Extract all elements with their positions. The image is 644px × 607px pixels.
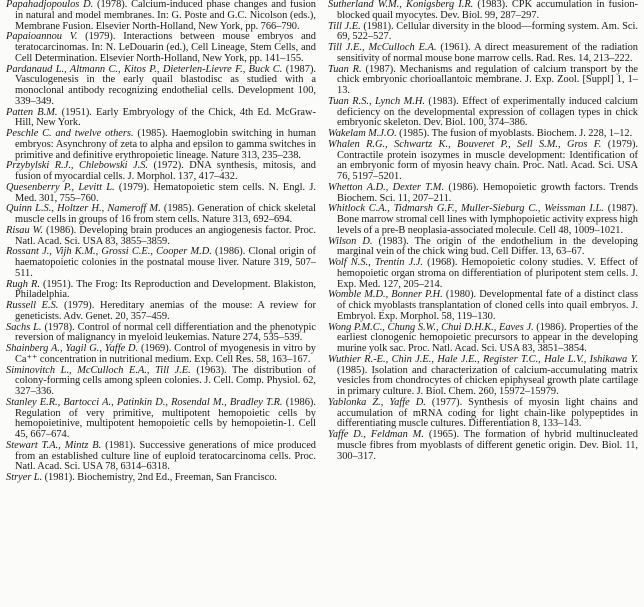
reference-entry xyxy=(6,344,316,366)
reference-details: (1985). Isolation and characterization of calcium-accumulating matrix vesicles from chondrocytes of chicken epiphyseal growth plate cartilage in primary culture. J. Biol. Chem. 260, 15972–15979. xyxy=(337,364,638,397)
reference-details: (1987). Bone marrow stromal cell lines with lymphopoietic activity express high levels of a pre-B neoplasia-associated molecule. Cell 48, 1009–1021. xyxy=(337,203,638,236)
reference-details: (1979). Hematopoietic stem cells. N. Engl. J. Med. 301, 755–760. xyxy=(15,181,316,204)
reference-details: (1985). Haemoglobin switching in human embryos: Asynchrony of zeta to alpha and epsilon to gamma switches in primitive and definitive erythropoietic lineage. Nature 313, 235–238. xyxy=(15,128,316,161)
reference-entry xyxy=(6,301,316,323)
reference-entry xyxy=(328,430,638,462)
reference-details: (1985). Generation of chick skeletal muscle cells in groups of 16 from stem cells. Nature 313, 692–694. xyxy=(15,203,316,225)
reference-entry xyxy=(328,398,638,430)
reference-details: (1986). Hemopoietic growth factors. Trends Biochem. Sci. 11, 207–211. xyxy=(337,181,639,204)
reference-authors: Quesenberry P., Levitt L. xyxy=(6,181,115,193)
reference-details: (1983). The origin of the endothelium in the developing marginal vein of the chick wing bud. Cell Differ. 13, 63–67. xyxy=(337,235,638,258)
reference-authors: Wolf N.S., Trentin J.J. xyxy=(328,257,424,268)
reference-entry xyxy=(6,226,316,248)
reference-authors: Rossant J., Vijh K.M., Grossi C.E., Cooper M.D. xyxy=(6,246,212,258)
reference-entry xyxy=(6,366,316,398)
reference-details: (1972). DNA synthesis, mitosis, and fusion of myocardial cells. J. Morphol. 137, 417–432. xyxy=(15,160,316,182)
reference-details: (1986). Properties of the earliest clonogenic hemopoietic precursors to appear in the developing murine yolk sac. Proc. Natl. Acad. Sci. USA 83, 3851–3854. xyxy=(337,321,638,354)
reference-authors: Sutherland W.M., Konigsberg I.R. xyxy=(328,0,474,10)
reference-details: (1963). The distribution of colony-forming cells among spleen colonies. J. Cell. Comp. Physiol. 62, 327–336. xyxy=(15,364,316,397)
reference-entry xyxy=(328,0,638,22)
reference-authors: Russell E.S. xyxy=(6,300,59,311)
reference-authors: Wakelam M.J.O. xyxy=(328,128,397,139)
reference-details: (1986). Clonal origin of haematopoietic colonies in the postnatal mouse liver. Nature 319, 507–511. xyxy=(15,246,316,279)
reference-authors: Peschle C. and twelve others. xyxy=(6,128,134,139)
reference-authors: Tuan R.S., Lynch M.H. xyxy=(328,95,425,107)
reference-authors: Rugh R. xyxy=(6,278,40,290)
reference-authors: Papaioannou V. xyxy=(6,31,78,43)
reference-entry xyxy=(328,258,638,290)
reference-authors: Wong P.M.C., Chung S.W., Chui D.H.K., Eaves J. xyxy=(328,321,534,333)
reference-authors: Przybylski R.J., Chlebowski J.S. xyxy=(6,160,148,172)
reference-authors: Till J.E., McCulloch E.A. xyxy=(328,42,437,53)
reference-entry xyxy=(328,183,638,205)
reference-authors: Yaffe D., Feldman M. xyxy=(328,429,424,440)
reference-authors: Till J.E. xyxy=(328,20,361,32)
reference-authors: Tuan R. xyxy=(328,63,362,75)
reference-entry xyxy=(328,65,638,97)
reference-details: (1978). Control of normal cell differentiation and the phenotypic reversion of malignancy in myeloid leukemias. Nature 274, 535–539. xyxy=(15,321,316,344)
reference-authors: Yablonka Z., Yaffe D. xyxy=(328,396,426,408)
reference-authors: Sachs L. xyxy=(6,321,42,333)
reference-column-right xyxy=(328,0,638,607)
reference-authors: Whitlock C.A., Tidmarsh G.F., Muller-Sieburg C., Weissman I.L. xyxy=(328,203,604,215)
reference-details: (1981). Biochemistry, 2nd Ed., Freeman, San Francisco. xyxy=(42,472,278,483)
reference-details: (1968). Hemopoietic colony studies. V. Effect of hemopoietic organ stroma on differentiation of pluripotent stem cells. J. Exp. Med. 127, 205–214. xyxy=(337,257,638,290)
reference-entry xyxy=(6,108,316,130)
reference-entry xyxy=(6,398,316,441)
reference-details: (1965). The formation of hybrid multinucleated muscle fibres from myoblasts of different genetic origin. Dev. Biol. 11, 300–317. xyxy=(337,429,638,462)
reference-authors: Patten B.M. xyxy=(6,106,58,118)
reference-authors: Risau W. xyxy=(6,224,43,236)
reference-details: (1986). Regulation of very primitive, multipotent hemopoietic cells by hemopoietinive, multipotent hemopoietic cells by hemopoietin-1. Cell 45, 667–674. xyxy=(15,396,316,440)
reference-details: (1979). Contractile protein isozymes in muscle development: Identification of an embryonic form of myosin heavy chain. Proc. Natl. Acad. Sci. USA 76, 5197–5201. xyxy=(337,138,638,182)
reference-authors: Whetton A.D., Dexter T.M. xyxy=(328,181,445,193)
reference-entry xyxy=(328,237,638,259)
reference-entry xyxy=(328,43,638,65)
reference-details: (1978). Calcium-induced phase changes and fusion in natural and model membranes. In: G. Poste and G.C. Nicolson (eds.), Membrane Fusion. Elsevier North-Holland, New York, pp. 766–790. xyxy=(15,0,316,32)
reference-details: (1987). Vasculogenesis in the early quail blastodisc as studied with a monoclonal antibody recognizing endothelial cells. Development 100, 339–349. xyxy=(15,63,316,107)
reference-entry xyxy=(6,204,316,226)
reference-authors: Whalen R.G., Schwartz K., Bouveret P., Sell S.M., Gros F. xyxy=(328,138,602,150)
reference-entry xyxy=(6,473,316,484)
reference-entry xyxy=(6,0,316,32)
reference-details: (1987). Mechanisms and regulation of calcium transport by the chick embryonic chorioallantoic membrane. J. Exp. Zool. [Suppl] 1, 1–13. xyxy=(337,63,639,96)
reference-details: (1985). The fusion of myoblasts. Biochem. J. 228, 1–12. xyxy=(396,128,633,139)
reference-authors: Stewart T.A., Mintz B. xyxy=(6,439,102,451)
reference-details: (1981). Successive generations of mice produced from an established culture line of euploid teratocarcinoma cells. Proc. Natl. Acad. Sci. USA 78, 6314–6318. xyxy=(15,439,317,473)
reference-authors: Stryer L. xyxy=(6,472,43,483)
reference-entry xyxy=(6,323,316,345)
reference-authors: Wuthier R.-E., Chin J.E., Hale J.E., Register T.C., Hale L.V., Ishikawa Y. xyxy=(328,353,638,365)
reference-entry xyxy=(6,280,316,302)
reference-entry xyxy=(328,323,638,355)
reference-authors: Quinn L.S., Holtzer H., Nameroff M. xyxy=(6,203,161,215)
reference-entry xyxy=(328,290,638,322)
reference-details: (1979). Hereditary anemias of the mouse: A review for geneticists. Adv. Genet. 20, 357–459. xyxy=(15,300,316,322)
reference-details: (1977). Synthesis of myosin light chains and accumulation of mRNA coding for light chain-like polypeptides in differentiating muscle cultures. Differentiation 8, 133–143. xyxy=(337,396,638,430)
reference-details: (1969). Control of myogenesis in vitro by Ca⁺⁺ concentration in nutritional medium. Exp. Cell Res. 58, 163–167. xyxy=(15,343,316,365)
reference-entry xyxy=(6,65,316,108)
reference-authors: Pardanaud L., Altmann C., Kitos P., Dieterlen-Lievre F., Buck C. xyxy=(6,63,283,75)
reference-authors: Papahadjopoulos D. xyxy=(6,0,94,10)
reference-authors: Womble M.D., Bonner P.H. xyxy=(328,289,443,301)
reference-entry xyxy=(6,441,316,473)
reference-authors: Shainberg A., Yagil G., Yaffe D. xyxy=(6,343,139,354)
reference-authors: Stanley E.R., Bartocci A., Patinkin D., Rosendal M., Bradley T.R. xyxy=(6,396,283,408)
reference-entry xyxy=(6,183,316,205)
reference-details: (1981). Cellular diversity in the blood—forming system. Am. Sci. 69, 522–527. xyxy=(337,20,639,43)
reference-entry xyxy=(328,204,638,236)
reference-column-left xyxy=(6,0,316,607)
reference-entry xyxy=(328,22,638,44)
reference-details: (1951). The Frog: Its Reproduction and Development. Blakiston, Philadelphia. xyxy=(15,278,316,301)
reference-details: (1979). Interactions between mouse embryos and teratocarcinomas. In: N. LeDouarin (ed.), Cell Lineage, Stem Cells, and Cell Determination. Elsevier North-Holland, New York, pp. 141–155. xyxy=(15,31,316,64)
reference-details: (1983). Effect of experimentally induced calcium deficiency on the developmental expression of collagen types in chick embryonic skeleton. Dev. Biol. 100, 374–386. xyxy=(337,95,638,129)
reference-entry xyxy=(6,129,316,161)
reference-details: (1986). Developing brain produces an angiogenesis factor. Proc. Natl. Acad. Sci. USA 83, 3855–3859. xyxy=(15,224,316,247)
reference-entry xyxy=(6,161,316,183)
reference-authors: Wilson D. xyxy=(328,235,373,247)
reference-entry xyxy=(328,97,638,129)
reference-details: (1951). Early Embryology of the Chick, 4th Ed. McGraw-Hill, New York. xyxy=(15,106,317,129)
reference-authors: Siminovitch L., McCulloch E.A., Till J.E. xyxy=(6,364,191,376)
reference-details: (1980). Developmental fate of a distinct class of chick myoblasts transplantation of cloned cells into quail embryos. J. Embryol. Exp. Morphol. 58, 119–130. xyxy=(337,289,638,322)
reference-entry xyxy=(328,355,638,398)
reference-details: (1983). CPK accumulation in fusion-blocked quail myocytes. Dev. Biol. 99, 287–297. xyxy=(337,0,638,21)
reference-entry xyxy=(6,32,316,64)
reference-details: (1961). A direct measurement of the radiation sensitivity of normal mouse bone marrow cells. Rad. Res. 14, 213–222. xyxy=(337,42,639,64)
reference-entry xyxy=(6,247,316,279)
reference-entry xyxy=(328,140,638,183)
